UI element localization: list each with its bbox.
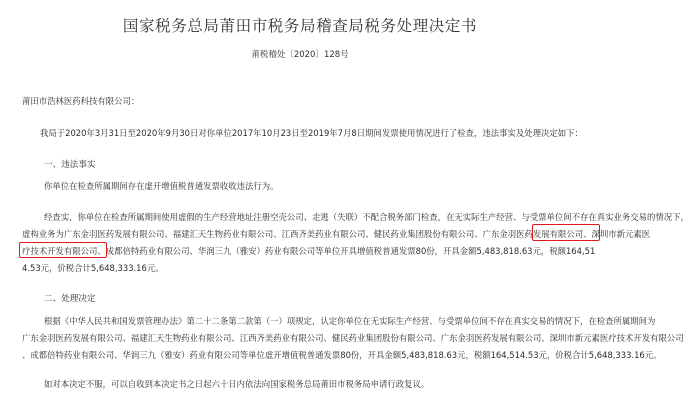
document-number: 莆税稽处〔2020〕128号 — [251, 50, 349, 60]
document-title: 国家税务总局莆田市税务局稽查局税务处理决定书 — [122, 17, 478, 35]
facts-line-2 — [22, 229, 650, 239]
highlighted-company-part2: 疗技术开发有限公司 — [22, 246, 98, 256]
facts-line-1: 经查实，你单位在检查所属期间使用虚假的生产经营地址注册空壳公司、走逃（失联）不配合税务部门检查，在无实际生产经营、与受票单位间不存在真实业务交易的情况下， — [44, 212, 689, 222]
facts-line-3 — [22, 246, 595, 256]
section1-summary: 你单位在检查所属期间存在虚开增值税普通发票收收违法行为。 — [44, 181, 279, 191]
decision-line-2: 广东金羽医药发展有限公司、福建汇天生物药业有限公司、江西齐美药业有限公司、健民药业集团股份有限公司、广东金羽医药发展有限公司、深圳市新元素医疗技术开发有限公司 — [22, 333, 684, 343]
recipient-line: 莆田市浩林医药科技有限公司： — [22, 96, 140, 106]
intro-paragraph: 我局于2020年3月31日至2020年9月30日对你单位2017年10月23日至2019年7月8日期间发票使用情况进行了检查，违法事实及处理决定如下： — [40, 128, 583, 138]
decision-line-3: 、成都倍特药业有限公司、华润三九（雅安）药业有限公司等单位虚开增值税普通发票80份，开具金额5,483,818.63元，税额164,514.53元，价税合计5,648,333.16元。 — [22, 350, 662, 360]
decision-line-1: 根据《中华人民共和国发票管理办法》第二十二条第二款第（一）项规定，认定你单位在无实际生产经营、与受票单位间不存在真实交易的情况下，在检查所属期间为 — [44, 316, 656, 326]
appeal-notice: 如对本决定不服，可以自收到本决定书之日起六十日内依法向国家税务总局莆田市税务局申请行政复议。 — [44, 379, 430, 389]
facts-line-3-text: 、成都倍特药业有限公司、华润三九（雅安）药业有限公司等单位开具增值税普通发票80份，开具金额5,483,818.63元，税额164,51 — [97, 246, 596, 256]
highlighted-company-part1: 深圳市新元素医 — [591, 229, 651, 239]
section2-heading: 二、处理决定 — [44, 294, 96, 304]
section1-heading: 一、违法事实 — [44, 160, 96, 170]
facts-line-4: 4.53元，价税合计5,648,333.16元。 — [22, 263, 164, 273]
facts-line-2-text: 虚构业务为广东金羽医药发展有限公司、福建汇天生物药业有限公司、江西齐美药业有限公司、健民药业集团股份有限公司、广东金羽医药发展有限公司、 — [22, 229, 592, 239]
